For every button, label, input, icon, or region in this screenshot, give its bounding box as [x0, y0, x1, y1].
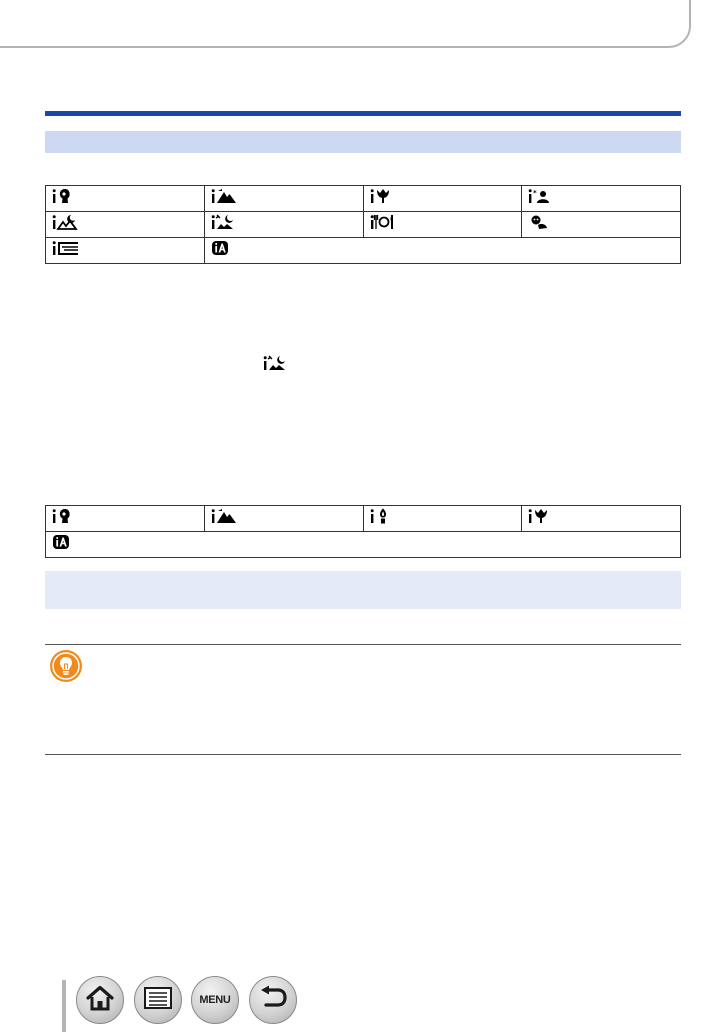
i-low-light-icon — [370, 508, 392, 529]
page-header-frame — [0, 0, 691, 48]
back-icon — [258, 985, 288, 1016]
menu-icon: MENU — [199, 994, 231, 1006]
back-button[interactable] — [249, 976, 297, 1024]
lightbulb-icon — [50, 650, 82, 682]
section-title-rule — [45, 111, 681, 116]
tip-top-rule — [45, 644, 681, 645]
i-portrait-icon — [52, 188, 74, 209]
intelligent-auto-icon — [52, 534, 70, 555]
i-night-portrait-icon — [528, 188, 552, 209]
i-food-icon — [370, 214, 396, 235]
i-macro-icon — [370, 188, 392, 209]
table-row — [46, 532, 681, 558]
table-row — [46, 506, 681, 532]
contents-list-icon — [143, 986, 173, 1015]
i-handheld-night-shot-icon — [211, 214, 237, 235]
scene-icon-table — [45, 185, 681, 264]
i-sunset-icon — [52, 240, 80, 261]
scene-icon-table-motion-picture — [45, 505, 681, 558]
i-portrait-icon — [52, 508, 74, 529]
i-scenery-icon — [211, 508, 237, 529]
i-handheld-night-shot-icon — [263, 355, 289, 376]
svg-text:*: * — [533, 189, 537, 197]
nav-divider — [62, 980, 66, 1032]
i-scenery-icon — [211, 188, 237, 209]
contents-list-button[interactable] — [134, 976, 182, 1024]
intelligent-auto-icon — [211, 240, 229, 261]
home-icon — [85, 985, 115, 1016]
table-row — [46, 212, 681, 238]
i-night-scenery-icon — [52, 214, 78, 235]
home-button[interactable] — [76, 976, 124, 1024]
section-heading-band-light — [45, 571, 681, 609]
menu-button[interactable] — [191, 976, 239, 1024]
section-heading-band — [45, 131, 681, 153]
baby-icon — [528, 214, 550, 235]
table-row — [46, 238, 681, 264]
tip-bottom-rule — [45, 754, 681, 755]
i-macro-icon — [528, 508, 550, 529]
table-row — [46, 186, 681, 212]
